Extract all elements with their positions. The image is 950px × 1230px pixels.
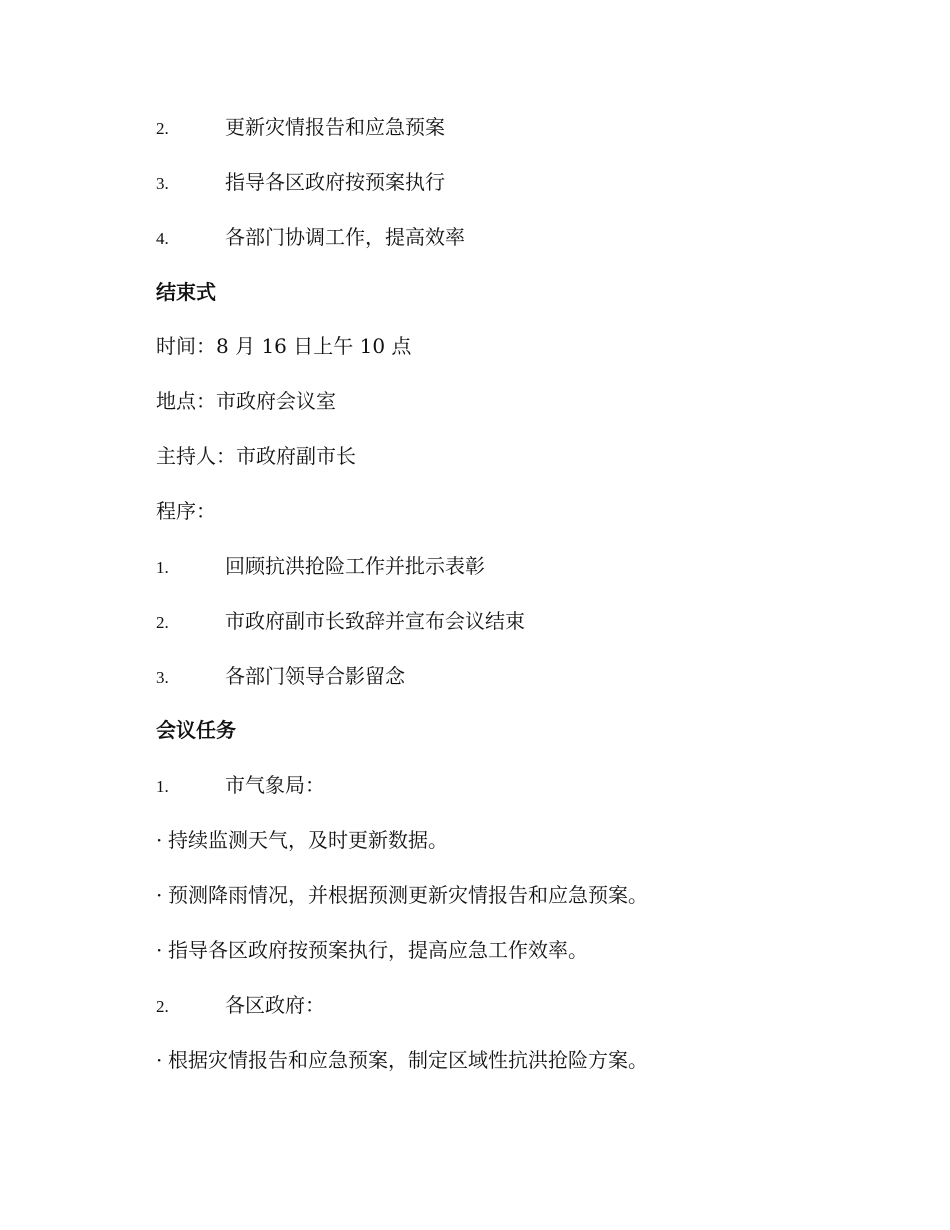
list-item (156, 222, 465, 252)
bullet-item (156, 825, 448, 855)
closing-time: 时间：8 月 16 日上午 10 点 (156, 334, 412, 358)
list-item (156, 770, 325, 800)
bullet-item (156, 880, 648, 910)
list-item (156, 112, 445, 142)
list-number: 1. (156, 777, 169, 796)
list-text: 更新灾情报告和应急预案 (225, 115, 445, 139)
list-number: 2. (156, 119, 169, 138)
bullet-text: 根据灾情报告和应急预案，制定区域性抗洪抢险方案。 (168, 1048, 648, 1072)
closing-heading: 结束式 (156, 280, 216, 304)
program-label: 程序： (156, 499, 216, 523)
list-text: 各部门协调工作，提高效率 (225, 225, 465, 249)
list-text: 市政府副市长致辞并宣布会议结束 (225, 609, 525, 633)
closing-host: 主持人：市政府副市长 (156, 444, 356, 468)
bullet-item (156, 935, 588, 965)
tasks-heading: 会议任务 (156, 718, 236, 742)
bullet-text: 预测降雨情况，并根据预测更新灾情报告和应急预案。 (168, 883, 648, 907)
bullet-text: 指导各区政府按预案执行，提高应急工作效率。 (168, 938, 588, 962)
bullet-item (156, 1045, 648, 1075)
task-title: 各区政府： (225, 993, 325, 1017)
list-number: 1. (156, 558, 169, 577)
list-item (156, 990, 325, 1020)
list-text: 指导各区政府按预案执行 (225, 170, 445, 194)
list-item (156, 606, 525, 636)
list-number: 4. (156, 229, 169, 248)
list-number: 2. (156, 997, 169, 1016)
list-number: 3. (156, 174, 169, 193)
bullet-mark: · (156, 1048, 163, 1072)
bullet-mark: · (156, 938, 163, 962)
bullet-text: 持续监测天气，及时更新数据。 (168, 828, 448, 852)
list-text: 回顾抗洪抢险工作并批示表彰 (225, 554, 485, 578)
list-item (156, 661, 405, 691)
list-number: 3. (156, 668, 169, 687)
list-item (156, 167, 445, 197)
bullet-mark: · (156, 828, 163, 852)
list-text: 各部门领导合影留念 (225, 664, 405, 688)
list-number: 2. (156, 613, 169, 632)
list-item (156, 551, 485, 581)
bullet-mark: · (156, 883, 163, 907)
closing-place: 地点：市政府会议室 (156, 389, 336, 413)
task-title: 市气象局： (225, 773, 325, 797)
